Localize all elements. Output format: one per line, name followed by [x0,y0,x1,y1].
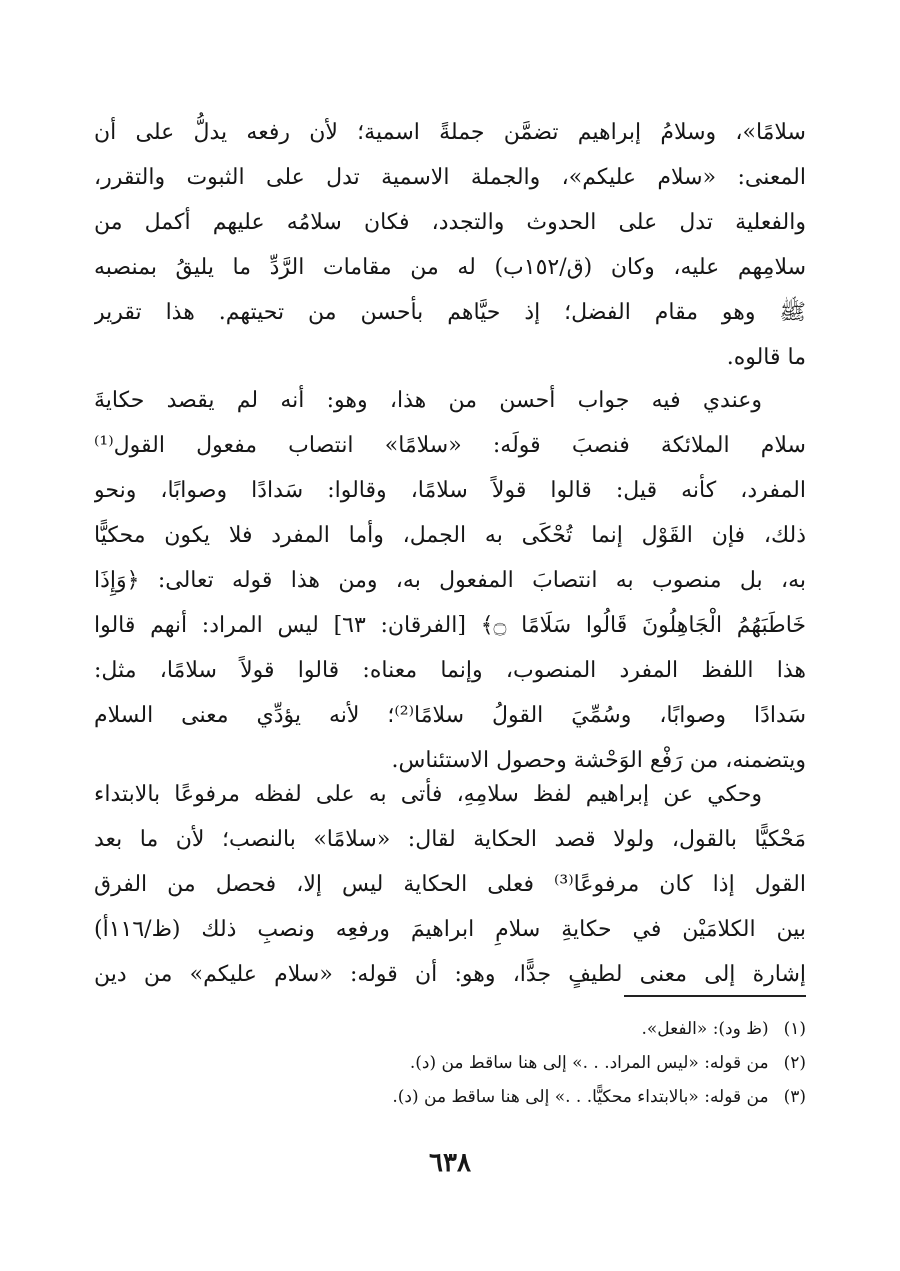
text-line: وعندي فيه جواب أحسن من هذا، وهو: أنه لم يقصد حكايةَ [94,388,762,413]
text-line: بين الكلامَيْن في حكايةِ سلامِ ابراهيمَ ورفعِه ونصبِ ذلك (ظ/١١٦أ) [94,917,806,942]
page-number: ٦٣٨ [429,1148,471,1178]
footnote-number: (٣) [783,1087,806,1107]
text-line: ذلك، فإن القَوْل إنما تُحْكَى به الجمل، وأما المفرد فلا يكون محكيًّا [94,523,806,548]
footnotes [94,1012,806,1114]
text-line: سَدادًا وصوابًا، وسُمِّيَ القولُ سلامًا⁽²⁾؛ لأنه يؤدِّي معنى السلام [94,703,806,728]
footnote-text: من قوله: «ليس المراد. . .» إلى هنا ساقط من (د). [409,1053,769,1073]
footnote-text: (ظ ود): «الفعل». [641,1019,769,1039]
text-line: سلامًا»، وسلامُ إبراهيم تضمَّن جملةً اسمية؛ لأن رفعه يدلُّ على أن [94,120,806,145]
text-line: القول إذا كان مرفوعًا⁽³⁾ فعلى الحكاية ليس إلا، فحصل من الفرق [94,872,806,897]
text-line: إشارة إلى معنى لطيفٍ جدًّا، وهو: أن قوله: «سلام عليكم» من دين [94,962,806,987]
text-line: خَاطَبَهُمُ الْجَاهِلُونَ قَالُوا سَلَامًا ۝﴾ [الفرقان: ٦٣] ليس المراد: أنهم قالوا [94,613,806,638]
text-line: ويتضمنه، من رَفْع الوَحْشة وحصول الاستئناس. [391,748,806,773]
text-line: مَحْكيًّا بالقول، ولولا قصد الحكاية لقال: «سلامًا» بالنصب؛ لأن ما بعد [94,827,806,852]
text-line: به، بل منصوب به انتصابَ المفعول به، ومن هذا قوله تعالى: ﴿وَإِذَا [94,568,806,593]
text-line: والفعلية تدل على الحدوث والتجدد، فكان سلامُه عليهم أكمل من [94,210,806,235]
text-line: المعنى: «سلام عليكم»، والجملة الاسمية تدل على الثبوت والتقرر، [94,165,806,190]
footnote-number: (٢) [783,1053,806,1073]
paragraph-1 [94,110,806,380]
footnote-number: (١) [783,1019,806,1039]
footnote-item [94,1046,806,1080]
footnote-separator [624,995,806,997]
text-line: سلام الملائكة فنصبَ قولَه: «سلامًا» انتصاب مفعول القول⁽¹⁾ [94,433,806,458]
text-line: وحكي عن إبراهيم لفظ سلامِهِ، فأتى به على لفظه مرفوعًا بالابتداء [94,782,762,807]
text-line: ما قالوه. [726,345,806,370]
text-line: هذا اللفظ المفرد المنصوب، وإنما معناه: قالوا قولاً سلامًا، مثل: [94,658,806,683]
paragraph-2 [94,378,806,783]
text-line: سلامِهم عليه، وكان (ق/١٥٢ب) له من مقامات الرَّدِّ ما يليقُ بمنصبه [94,255,806,280]
text-line: ﷺ وهو مقام الفضل؛ إذ حيَّاهم بأحسن من تحيتهم. هذا تقرير [94,300,806,325]
footnote-item [94,1012,806,1046]
text-line: المفرد، كأنه قيل: قالوا قولاً سلامًا، وقالوا: سَدادًا وصوابًا، ونحو [94,478,806,503]
footnote-text: من قوله: «بالابتداء محكيًّا. . .» إلى هنا ساقط من (د). [392,1087,769,1107]
footnote-item [94,1080,806,1114]
paragraph-3 [94,772,806,997]
